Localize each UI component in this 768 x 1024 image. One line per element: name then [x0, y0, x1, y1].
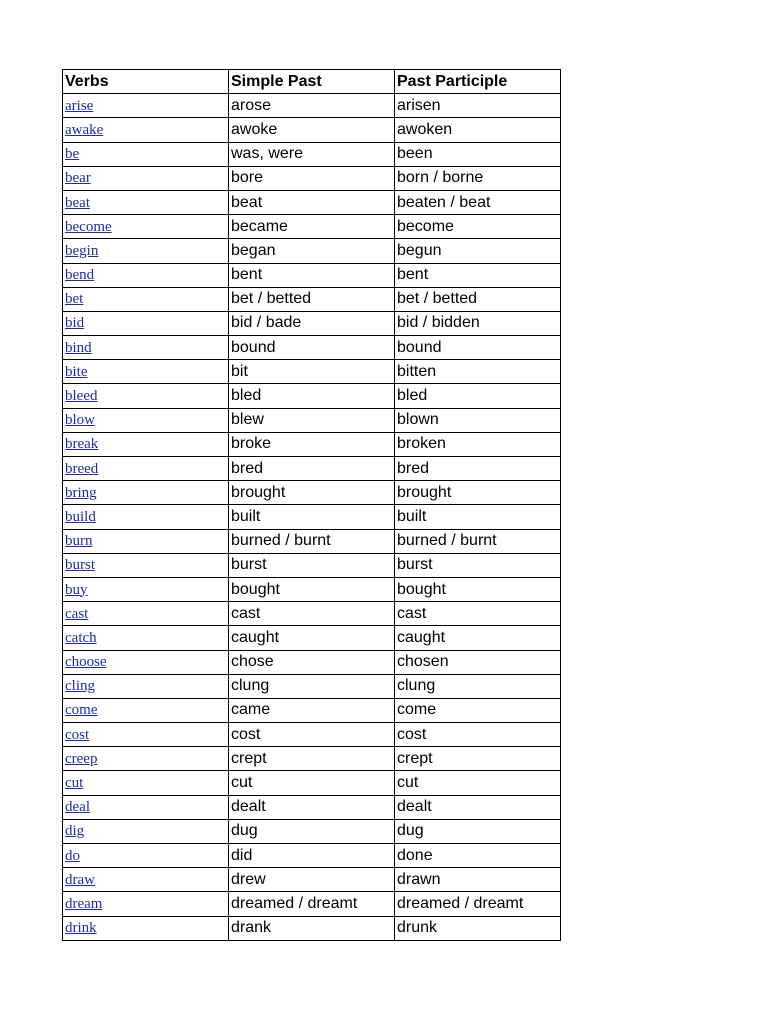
verb-link[interactable]: come: [65, 702, 98, 719]
verb-cell: [63, 190, 229, 214]
verb-link[interactable]: bring: [65, 484, 97, 501]
past-participle-cell: bought: [395, 577, 561, 601]
verb-link[interactable]: choose: [65, 654, 107, 671]
table-row: [63, 408, 561, 432]
simple-past-cell: dug: [229, 819, 395, 843]
past-participle-cell: dreamed / dreamt: [395, 892, 561, 916]
simple-past-cell: clung: [229, 674, 395, 698]
verb-cell: [63, 698, 229, 722]
table-row: [63, 795, 561, 819]
verb-cell: [63, 166, 229, 190]
verb-cell: [63, 142, 229, 166]
past-participle-cell: become: [395, 215, 561, 239]
table-header-row: [63, 70, 561, 94]
table-row: [63, 336, 561, 360]
past-participle-cell: been: [395, 142, 561, 166]
table-row: [63, 650, 561, 674]
simple-past-cell: chose: [229, 650, 395, 674]
simple-past-cell: bred: [229, 457, 395, 481]
verb-link[interactable]: drink: [65, 920, 97, 937]
simple-past-cell: beat: [229, 190, 395, 214]
verb-cell: [63, 505, 229, 529]
simple-past-cell: was, were: [229, 142, 395, 166]
simple-past-cell: awoke: [229, 118, 395, 142]
verb-cell: [63, 287, 229, 311]
verb-cell: [63, 311, 229, 335]
table-row: [63, 384, 561, 408]
verb-link[interactable]: creep: [65, 750, 98, 767]
table-row: [63, 311, 561, 335]
simple-past-cell: bought: [229, 577, 395, 601]
verb-link[interactable]: bite: [65, 363, 88, 380]
past-participle-cell: crept: [395, 747, 561, 771]
table-row: [63, 626, 561, 650]
past-participle-cell: bred: [395, 457, 561, 481]
verb-link[interactable]: deal: [65, 799, 90, 816]
past-participle-cell: blown: [395, 408, 561, 432]
past-participle-cell: brought: [395, 481, 561, 505]
verb-cell: [63, 626, 229, 650]
simple-past-cell: burned / burnt: [229, 529, 395, 553]
verb-cell: [63, 118, 229, 142]
verb-link[interactable]: dream: [65, 895, 103, 912]
verb-link[interactable]: cost: [65, 726, 90, 743]
verb-cell: [63, 577, 229, 601]
simple-past-cell: dealt: [229, 795, 395, 819]
table-row: [63, 602, 561, 626]
simple-past-cell: bit: [229, 360, 395, 384]
simple-past-cell: drew: [229, 868, 395, 892]
verb-link[interactable]: cut: [65, 775, 84, 792]
table-row: [63, 239, 561, 263]
past-participle-cell: drawn: [395, 868, 561, 892]
verb-cell: [63, 408, 229, 432]
verb-cell: [63, 94, 229, 118]
simple-past-cell: did: [229, 844, 395, 868]
table-row: [63, 892, 561, 916]
verb-cell: [63, 868, 229, 892]
simple-past-cell: built: [229, 505, 395, 529]
verb-cell: [63, 215, 229, 239]
past-participle-cell: begun: [395, 239, 561, 263]
verb-link[interactable]: buy: [65, 581, 88, 598]
past-participle-cell: arisen: [395, 94, 561, 118]
irregular-verbs-table: [62, 69, 561, 941]
simple-past-cell: drank: [229, 916, 395, 940]
simple-past-cell: crept: [229, 747, 395, 771]
past-participle-cell: burst: [395, 553, 561, 577]
verb-link[interactable]: bid: [65, 315, 85, 332]
simple-past-cell: cut: [229, 771, 395, 795]
past-participle-cell: drunk: [395, 916, 561, 940]
header-simple-past: Simple Past: [229, 70, 395, 94]
table-row: [63, 360, 561, 384]
verb-cell: [63, 650, 229, 674]
table-row: [63, 844, 561, 868]
verb-link[interactable]: bet: [65, 291, 84, 308]
table-row: [63, 263, 561, 287]
simple-past-cell: broke: [229, 432, 395, 456]
past-participle-cell: born / borne: [395, 166, 561, 190]
verb-link[interactable]: break: [65, 436, 99, 453]
simple-past-cell: burst: [229, 553, 395, 577]
table-row: [63, 698, 561, 722]
verb-link[interactable]: become: [65, 218, 112, 235]
simple-past-cell: came: [229, 698, 395, 722]
past-participle-cell: bet / betted: [395, 287, 561, 311]
simple-past-cell: arose: [229, 94, 395, 118]
verb-cell: [63, 457, 229, 481]
simple-past-cell: brought: [229, 481, 395, 505]
table-row: [63, 771, 561, 795]
past-participle-cell: dug: [395, 819, 561, 843]
past-participle-cell: cost: [395, 723, 561, 747]
verb-cell: [63, 360, 229, 384]
verb-link[interactable]: arise: [65, 97, 94, 114]
table-row: [63, 868, 561, 892]
verb-link[interactable]: bend: [65, 267, 95, 284]
table-body: [63, 94, 561, 941]
verb-cell: [63, 432, 229, 456]
table-row: [63, 166, 561, 190]
verb-link[interactable]: be: [65, 146, 80, 163]
simple-past-cell: bent: [229, 263, 395, 287]
verb-link[interactable]: cling: [65, 678, 95, 695]
simple-past-cell: became: [229, 215, 395, 239]
verb-link[interactable]: do: [65, 847, 80, 864]
simple-past-cell: bore: [229, 166, 395, 190]
verb-link[interactable]: bind: [65, 339, 92, 356]
table-row: [63, 674, 561, 698]
past-participle-cell: built: [395, 505, 561, 529]
verb-cell: [63, 481, 229, 505]
simple-past-cell: cost: [229, 723, 395, 747]
verb-cell: [63, 844, 229, 868]
table-row: [63, 916, 561, 940]
verb-link[interactable]: burst: [65, 557, 95, 574]
past-participle-cell: bitten: [395, 360, 561, 384]
table-row: [63, 529, 561, 553]
table-row: [63, 287, 561, 311]
verb-link[interactable]: bleed: [65, 388, 98, 405]
table-row: [63, 215, 561, 239]
past-participle-cell: burned / burnt: [395, 529, 561, 553]
table-row: [63, 94, 561, 118]
verb-cell: [63, 336, 229, 360]
verb-cell: [63, 529, 229, 553]
verb-cell: [63, 771, 229, 795]
verb-cell: [63, 723, 229, 747]
verb-link[interactable]: awake: [65, 121, 104, 138]
simple-past-cell: bet / betted: [229, 287, 395, 311]
verb-link[interactable]: bear: [65, 170, 91, 187]
table-row: [63, 819, 561, 843]
past-participle-cell: done: [395, 844, 561, 868]
verb-link[interactable]: catch: [65, 629, 97, 646]
verb-cell: [63, 747, 229, 771]
past-participle-cell: chosen: [395, 650, 561, 674]
table-row: [63, 457, 561, 481]
past-participle-cell: broken: [395, 432, 561, 456]
past-participle-cell: bid / bidden: [395, 311, 561, 335]
verb-link[interactable]: blow: [65, 412, 95, 429]
simple-past-cell: bound: [229, 336, 395, 360]
verb-cell: [63, 263, 229, 287]
header-verbs: Verbs: [63, 70, 229, 94]
table-row: [63, 118, 561, 142]
verb-link[interactable]: burn: [65, 533, 93, 550]
verb-link[interactable]: build: [65, 508, 96, 525]
table-row: [63, 553, 561, 577]
header-past-participle: Past Participle: [395, 70, 561, 94]
past-participle-cell: bound: [395, 336, 561, 360]
past-participle-cell: caught: [395, 626, 561, 650]
verb-cell: [63, 819, 229, 843]
verb-cell: [63, 916, 229, 940]
past-participle-cell: cut: [395, 771, 561, 795]
table-row: [63, 723, 561, 747]
verb-link[interactable]: breed: [65, 460, 99, 477]
verb-cell: [63, 795, 229, 819]
table-row: [63, 577, 561, 601]
simple-past-cell: cast: [229, 602, 395, 626]
past-participle-cell: dealt: [395, 795, 561, 819]
table-row: [63, 481, 561, 505]
simple-past-cell: began: [229, 239, 395, 263]
past-participle-cell: clung: [395, 674, 561, 698]
past-participle-cell: bent: [395, 263, 561, 287]
table-row: [63, 505, 561, 529]
verb-cell: [63, 602, 229, 626]
verb-link[interactable]: dig: [65, 823, 85, 840]
verb-cell: [63, 239, 229, 263]
verb-link[interactable]: beat: [65, 194, 90, 211]
simple-past-cell: dreamed / dreamt: [229, 892, 395, 916]
past-participle-cell: beaten / beat: [395, 190, 561, 214]
past-participle-cell: awoken: [395, 118, 561, 142]
simple-past-cell: bid / bade: [229, 311, 395, 335]
verb-cell: [63, 892, 229, 916]
verb-cell: [63, 384, 229, 408]
table-row: [63, 432, 561, 456]
simple-past-cell: caught: [229, 626, 395, 650]
past-participle-cell: come: [395, 698, 561, 722]
table-row: [63, 190, 561, 214]
simple-past-cell: blew: [229, 408, 395, 432]
table-row: [63, 747, 561, 771]
verb-link[interactable]: draw: [65, 871, 95, 888]
verb-link[interactable]: cast: [65, 605, 89, 622]
past-participle-cell: cast: [395, 602, 561, 626]
verb-cell: [63, 553, 229, 577]
past-participle-cell: bled: [395, 384, 561, 408]
verb-cell: [63, 674, 229, 698]
verb-link[interactable]: begin: [65, 242, 99, 259]
simple-past-cell: bled: [229, 384, 395, 408]
table-row: [63, 142, 561, 166]
